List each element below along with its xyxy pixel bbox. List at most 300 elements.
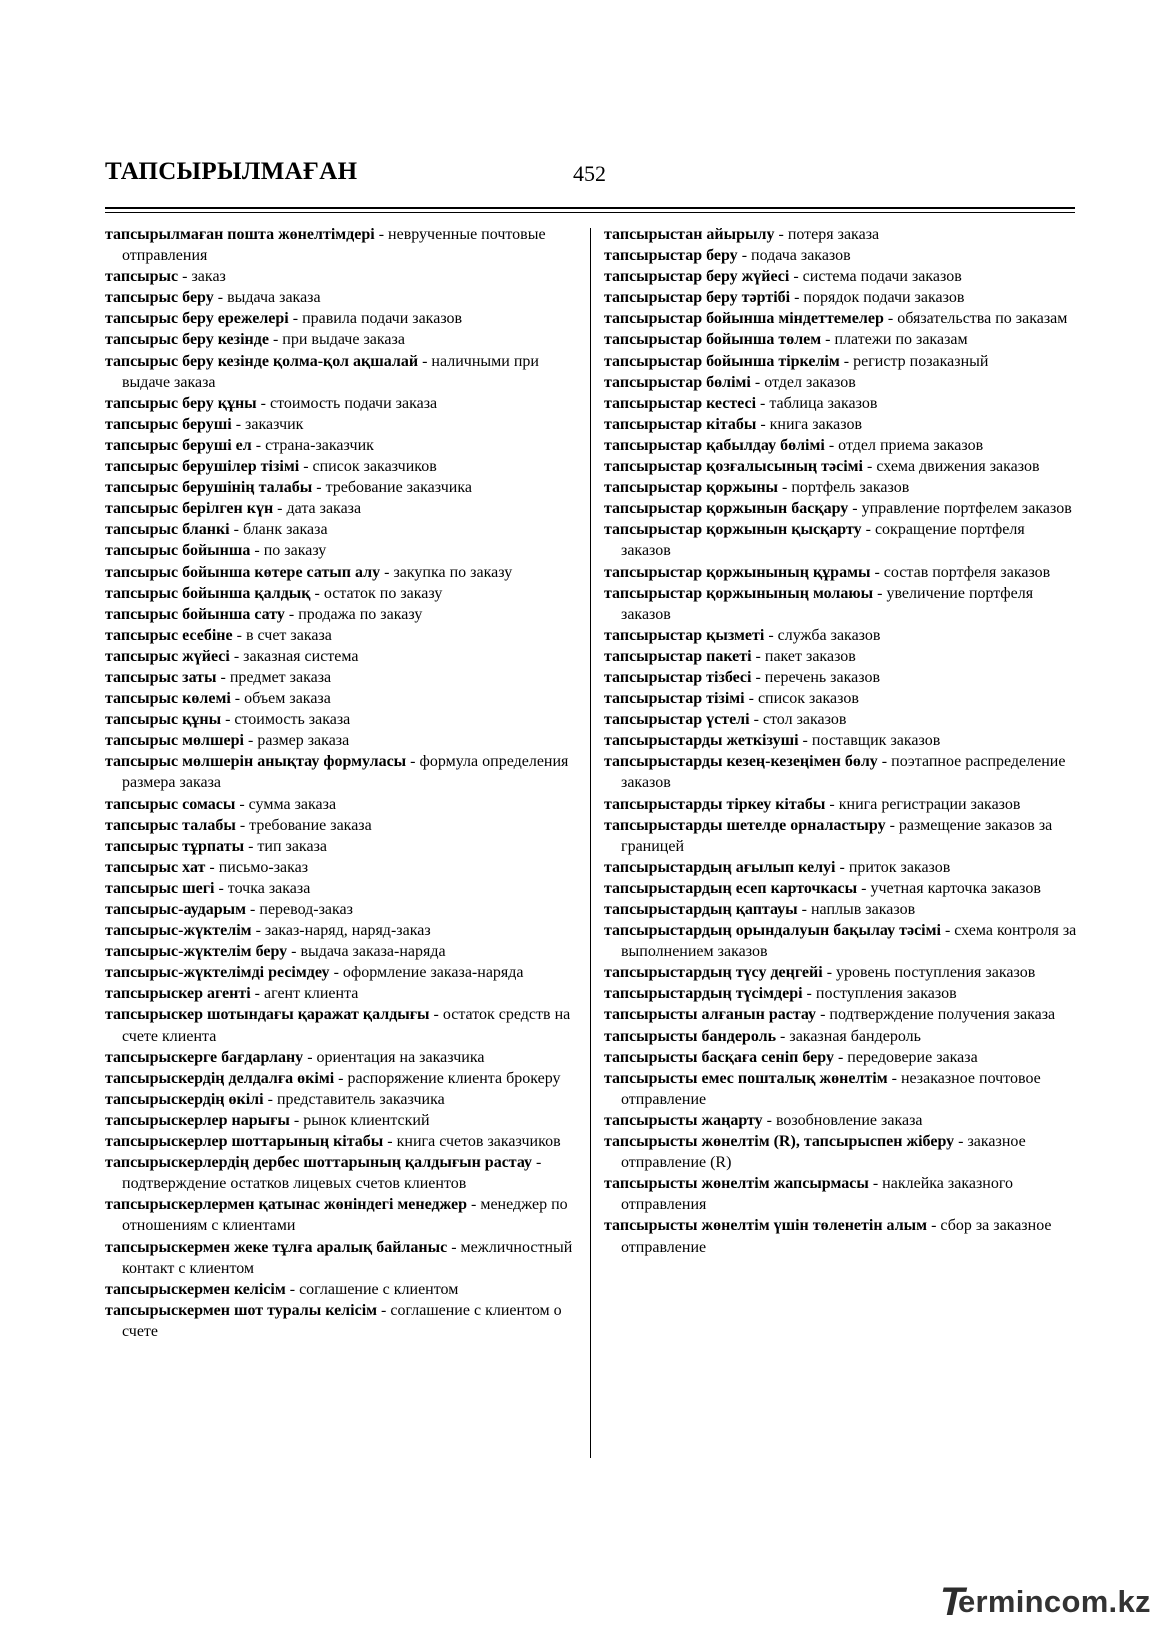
entry-definition: система подачи заказов [802,268,962,286]
entry-term: тапсырыстан айырылу [604,226,775,243]
entry-separator: - [273,500,287,518]
entry-definition: платежи по заказам [834,331,968,349]
entry-term: тапсырыстар қоржынын қысқарту [604,521,862,539]
dictionary-entry [105,308,582,329]
entry-definition: сумма заказа [248,795,337,813]
entry-separator: - [230,690,245,708]
entry-term: тапсырыскердің өкілі [105,1090,264,1108]
entry-term: тапсырыс хат [105,858,206,876]
entry-term: тапсырыстардың есеп карточкасы [604,879,858,897]
entry-term: тапсырыстар қоржынының құрамы [604,563,871,581]
dictionary-entry [105,604,582,625]
dictionary-entry [105,815,582,836]
entry-definition: таблица заказов [769,394,878,412]
entry-term: тапсырыстардың орындалуын бақылау тәсімі [604,922,941,940]
entry-term: тапсырыс шегі [105,879,215,897]
entry-term: тапсырыстар тізбесі [604,668,752,686]
dictionary-entry [105,351,582,393]
entry-separator: - [798,732,812,750]
watermark-text: ermincom.kz [958,1584,1151,1619]
dictionary-entry [604,245,1078,266]
entry-term: тапсырыстарды кезең-кезеңімен бөлу [604,753,878,771]
entry-term: тапсырысты бандероль [604,1027,777,1045]
entry-separator: - [466,1196,481,1214]
entry-definition: отдел приема заказов [838,436,984,454]
entry-separator: - [751,668,765,686]
dictionary-entry [604,456,1078,477]
entry-term: тапсырыскерлердің дербес шоттарының қалдығын растау [105,1154,533,1172]
entry-separator: - [231,415,246,433]
dictionary-entry [105,730,582,751]
entry-separator: - [839,352,854,370]
dictionary-entry [105,1152,582,1194]
dictionary-entry [105,540,582,561]
entry-separator: - [802,985,816,1003]
dictionary-entry [604,224,1078,245]
entry-definition: правила подачи заказов [302,310,463,328]
entry-separator: - [246,901,260,918]
entry-separator: - [406,753,420,771]
entry-term: тапсырыстар пакеті [604,647,752,665]
dictionary-entry [105,329,582,350]
entry-definition: портфель заказов [791,479,910,497]
entry-term: тапсырыс беру кезінде қолма-қол ақшалай [105,352,419,370]
entry-separator: - [374,226,389,243]
dictionary-entry [105,519,582,540]
entry-separator: - [250,542,264,560]
entry-term: тапсырыс беруші [105,415,232,433]
entry-term: тапсырыстардың қаптауы [604,901,798,918]
dictionary-entry [105,393,582,414]
dictionary-entry [604,751,1078,793]
entry-definition: увеличение портфеля заказов [621,584,1034,623]
dictionary-entry [604,477,1078,498]
entry-definition: заказное отправление (R) [621,1133,1026,1172]
dictionary-entry [604,625,1078,646]
dictionary-entry [105,1004,582,1046]
entry-definition: закупка по заказу [393,563,513,581]
dictionary-entry [604,1131,1078,1173]
entry-definition: оформление заказа-наряда [342,964,524,982]
entry-definition: уровень поступления заказов [836,964,1036,982]
entry-separator: - [235,795,249,813]
entry-separator: - [756,394,770,412]
entry-separator: - [303,1048,317,1066]
dictionary-entry [105,836,582,857]
entry-definition: возобновление заказа [775,1111,923,1129]
entry-term: тапсырыскермен келісім [105,1280,286,1298]
entry-separator: - [764,626,778,644]
entry-definition: заказчик [245,415,304,433]
dictionary-entry [604,878,1078,899]
entry-separator: - [429,1006,443,1024]
entry-definition: стол заказов [762,711,847,729]
dictionary-entry [604,1215,1078,1257]
dictionary-entry [604,393,1078,414]
entry-separator: - [789,268,803,286]
entry-definition: предмет заказа [229,668,332,686]
entry-separator: - [822,964,837,982]
entry-term: тапсырыскердің делдалға өкімі [105,1069,335,1087]
dictionary-entry [604,688,1078,709]
entry-term: тапсырыс-жүктелімді ресімдеу [105,964,330,982]
dictionary-entry [604,730,1078,751]
entry-definition: распоряжение клиента брокеру [347,1069,561,1087]
entry-term: тапсырысты басқаға сеніп беру [604,1048,834,1066]
dictionary-entry [105,667,582,688]
dictionary-entry [105,498,582,519]
dictionary-entry [604,308,1078,329]
entry-definition: обязательства по заказам [897,310,1068,328]
entry-term: тапсырыстар тізімі [604,690,745,708]
entry-term: тапсырыс берушілер тізімі [105,458,300,476]
entry-separator: - [383,1133,397,1151]
entry-separator: - [213,289,228,307]
entry-separator: - [377,1301,391,1319]
entry-term: тапсырыс берілген күн [105,500,274,518]
dictionary-entry [105,688,582,709]
dictionary-entry [105,562,582,583]
entry-term: тапсырыстардың ағылып келуі [604,858,836,876]
entry-term: тапсырыс заты [105,668,217,686]
dictionary-entry [105,477,582,498]
entry-separator: - [263,1090,277,1108]
entry-term: тапсырыскер шотындағы қаражат қалдығы [105,1006,430,1024]
entry-term: тапсырысты жаңарту [604,1111,763,1129]
dictionary-entry [105,1194,582,1236]
entry-term: тапсырыскерлер нарығы [105,1111,290,1129]
entry-definition: выдача заказа-наряда [300,943,446,961]
dictionary-entry [604,583,1078,625]
page-number: 452 [573,161,606,186]
entry-separator: - [284,605,299,623]
entry-term: тапсырыскер агенті [105,985,251,1003]
dictionary-entry [105,287,582,308]
entry-separator: - [868,1175,883,1193]
entry-separator: - [244,837,258,855]
dictionary-entry [604,329,1078,350]
entry-definition: учетная карточка заказов [870,879,1041,897]
entry-term: тапсырыстар қызметі [604,626,765,644]
entry-definition: соглашение с клиентом о счете [122,1301,562,1340]
entry-separator: - [447,1238,461,1256]
entry-term: тапсырыскермен жеке тұлға аралық байланыс [105,1238,448,1256]
dictionary-entry [604,857,1078,878]
dictionary-entry [604,287,1078,308]
entry-separator: - [825,795,839,813]
entry-separator: - [750,373,765,391]
entry-term: тапсырыс құны [105,711,222,729]
watermark-logo [935,1580,1151,1630]
dictionary-entry [105,751,582,793]
dictionary-entry [604,372,1078,393]
dictionary-entry [105,962,582,983]
entry-term: тапсырыс бойынша сату [105,605,285,623]
entry-separator: - [776,1027,790,1045]
entry-separator: - [289,1111,304,1129]
entry-separator: - [288,310,303,328]
entry-definition: наличными при выдаче заказа [122,352,539,391]
dictionary-entry [604,562,1078,583]
entry-term: тапсырыскерлер шоттарының кітабы [105,1133,384,1151]
entry-definition: служба заказов [777,626,881,644]
dictionary-entry [604,1068,1078,1110]
entry-separator: - [790,289,804,307]
entry-term: тапсырыс-аударым [105,901,247,918]
entry-term: тапсырыс есебіне [105,626,233,644]
entry-term: тапсырыстар бөлімі [604,373,751,391]
entry-separator: - [232,626,246,644]
entry-term: тапсырыстар кітабы [604,415,757,433]
entry-separator: - [883,310,898,328]
dictionary-entry [105,266,582,287]
dictionary-entry [604,920,1078,962]
entry-separator: - [178,268,192,286]
entry-separator: - [940,922,955,940]
entry-separator: - [835,858,849,876]
entry-term: тапсырыс сомасы [105,795,236,813]
dictionary-entry [105,1237,582,1279]
entry-definition: объем заказа [244,690,331,708]
entry-separator: - [927,1217,941,1235]
entry-definition: схема контроля за выполнением заказов [621,922,1077,961]
entry-separator: - [312,479,326,497]
entry-term: тапсырыстарды шетелде орналастыру [604,816,886,834]
entry-term: тапсырыстардың түсу деңгейі [604,964,823,982]
entry-term: тапсырылмаған пошта жөнелтімдері [105,226,375,243]
dictionary-entry [105,857,582,878]
entry-separator: - [762,1111,776,1129]
entry-definition: межличностный контакт с клиентом [122,1238,573,1277]
entry-term: тапсырыс [105,268,179,286]
entry-separator: - [857,879,871,897]
entry-separator: - [744,690,758,708]
entry-definition: страна-заказчик [265,436,374,454]
entry-separator: - [873,584,887,602]
entry-term: тапсырысты жөнелтім жапсырмасы [604,1175,869,1193]
entry-term: тапсырыскерге бағдарлану [105,1048,304,1066]
dictionary-entry [604,498,1078,519]
entry-separator: - [229,521,243,539]
entry-separator: - [848,500,862,518]
left-column [105,224,582,1342]
entry-definition: поставщик заказов [811,732,941,750]
dictionary-entry [105,1279,582,1300]
entry-term: тапсырыстар қозғалысының тәсімі [604,458,863,476]
dictionary-entry [105,1047,582,1068]
entry-separator: - [221,711,235,729]
entry-separator: - [821,331,835,349]
entry-separator: - [380,563,394,581]
entry-separator: - [205,858,219,876]
dictionary-entry [105,456,582,477]
dictionary-entry [105,794,582,815]
entry-term: тапсырыстар беру [604,247,738,265]
entry-term: тапсырыс бойынша қалдық [105,584,311,602]
entry-term: тапсырысты емес пошталық жөнелтім [604,1069,888,1087]
dictionary-entry [604,1004,1078,1025]
entry-definition: стоимость подачи заказа [269,394,438,412]
entry-term: тапсырыстар кестесі [604,394,757,412]
entry-term: тапсырыстарды жеткізуші [604,732,799,750]
entry-definition: по заказу [263,542,327,560]
entry-term: тапсырысты жөнелтім үшін төленетін алым [604,1217,928,1235]
entry-separator: - [243,732,258,750]
entry-definition: подтверждение получения заказа [829,1006,1056,1024]
entry-definition: список заказов [757,690,859,708]
entry-definition: агент клиента [263,985,359,1003]
entry-term: тапсырыс беруші ел [105,436,252,454]
entry-definition: письмо-заказ [218,858,309,876]
entry-term: тапсырыстар үстелі [604,711,750,729]
entry-definition: книга заказов [769,415,863,433]
entry-definition: рынок клиентский [303,1111,430,1129]
entry-separator: - [532,1154,542,1172]
entry-definition: заказная система [243,647,359,665]
entry-separator: - [229,647,244,665]
dictionary-entry [105,709,582,730]
entry-separator: - [797,901,811,918]
dictionary-entry [105,1131,582,1152]
dictionary-entry [604,899,1078,920]
entry-definition: список заказчиков [312,458,437,476]
entry-term: тапсырыс берушінің талабы [105,479,313,497]
dictionary-entry [105,625,582,646]
entry-definition: потеря заказа [787,226,880,243]
entry-definition: порядок подачи заказов [803,289,965,307]
right-column [604,224,1078,1258]
entry-separator: - [737,247,752,265]
entry-definition: остаток по заказу [323,584,443,602]
entry-term: тапсырыс беру құны [105,394,257,412]
entry-separator: - [863,458,877,476]
entry-term: тапсырыс бойынша көтере сатып алу [105,563,381,581]
entry-separator: - [885,816,899,834]
entry-term: тапсырыс бланкі [105,521,230,539]
dictionary-entry [604,794,1078,815]
dictionary-entry [604,519,1078,561]
entry-separator: - [268,331,283,349]
entry-term: тапсырыс беру кезінде [105,331,269,349]
dictionary-entry [105,646,582,667]
entry-separator: - [250,985,264,1003]
entry-definition: управление портфелем заказов [861,500,1072,518]
entry-term: тапсырыстарды тіркеу кітабы [604,795,826,813]
entry-definition: остаток средств на счете клиента [122,1006,571,1045]
entry-term: тапсырыстар беру жүйесі [604,268,790,286]
entry-term: тапсырыс жүйесі [105,647,230,665]
entry-definition: менеджер по отношениям с клиентами [122,1196,568,1235]
dictionary-entry [105,878,582,899]
dictionary-entry [604,414,1078,435]
entry-separator: - [285,1280,300,1298]
entry-definition: книга счетов заказчиков [396,1133,561,1151]
entry-separator: - [751,647,765,665]
entry-definition: заказная бандероль [789,1027,921,1045]
entry-definition: выдача заказа [227,289,321,307]
dictionary-entry [604,646,1078,667]
dictionary-entry [105,941,582,962]
entry-definition: схема движения заказов [876,458,1040,476]
running-header-word: ТАПСЫРЫЛМАҒАН [105,158,358,185]
entry-term: тапсырыскерлермен қатынас жөніндегі менеджер [105,1196,467,1214]
entry-definition: отдел заказов [764,373,856,391]
entry-term: тапсырыстар бойынша төлем [604,331,822,349]
entry-term: тапсырыс-жүктелім беру [105,943,288,961]
dictionary-entry [105,435,582,456]
entry-definition: книга регистрации заказов [838,795,1021,813]
dictionary-entry [105,920,582,941]
entry-definition: продажа по заказу [298,605,423,623]
entry-term: тапсырыстар қоржынын басқару [604,500,849,518]
entry-separator: - [235,816,250,834]
entry-separator: - [954,1133,968,1151]
entry-separator: - [774,226,788,243]
entry-term: тапсырыскермен шот туралы келісім [105,1301,378,1319]
entry-term: тапсырыс мөлшерін анықтау формуласы [105,753,407,771]
entry-term: тапсырыстар қоржынының молаюы [604,584,874,602]
dictionary-entry [105,983,582,1004]
entry-separator: - [256,394,270,412]
entry-term: тапсырыстар бойынша тіркелім [604,352,840,370]
entry-separator: - [887,1069,901,1087]
entry-definition: наплыв заказов [810,901,916,918]
dictionary-entry [604,709,1078,730]
entry-definition: размещение заказов за границей [621,816,1053,855]
dictionary-entry [604,1173,1078,1215]
entry-term: тапсырыс көлемі [105,690,231,708]
entry-definition: перечень заказов [764,668,881,686]
entry-definition: регистр позаказный [853,352,989,370]
dictionary-entry [105,899,582,920]
entry-term: тапсырыстар қоржыны [604,479,779,497]
entry-definition: требование заказа [249,816,372,834]
entry-definition: незаказное почтовое отправление [621,1069,1041,1108]
dictionary-entry [105,224,582,266]
entry-definition: подтверждение остатков лицевых счетов клиентов [122,1175,467,1193]
entry-separator: - [833,1048,848,1066]
entry-definition: подача заказов [751,247,851,265]
entry-separator: - [329,964,343,982]
dictionary-entry [105,414,582,435]
entry-separator: - [418,352,432,370]
entry-definition: в счет заказа [245,626,332,644]
entry-definition: поступления заказов [815,985,957,1003]
entry-definition: формула определения размера заказа [122,753,569,792]
entry-definition: поэтапное распределение заказов [621,753,1066,792]
entry-definition: перевод-заказ [259,901,353,918]
entry-definition: дата заказа [286,500,362,518]
dictionary-entry [604,266,1078,287]
entry-definition: заказ-наряд, наряд-заказ [264,922,431,940]
entry-term: тапсырыс мөлшері [105,732,244,750]
entry-definition: ориентация на заказчика [316,1048,485,1066]
dictionary-entry [604,1047,1078,1068]
dictionary-entry [604,667,1078,688]
column-divider [590,228,591,1458]
entry-definition: представитель заказчика [276,1090,445,1108]
dictionary-entry [604,1110,1078,1131]
dictionary-entry [105,1110,582,1131]
entry-definition: приток заказов [848,858,951,876]
entry-definition: сбор за заказное отправление [621,1217,1052,1256]
entry-definition: точка заказа [227,879,311,897]
entry-separator: - [299,458,313,476]
entry-separator: - [310,584,324,602]
entry-definition: бланк заказа [242,521,328,539]
dictionary-entry [604,815,1078,857]
entry-separator: - [816,1006,830,1024]
